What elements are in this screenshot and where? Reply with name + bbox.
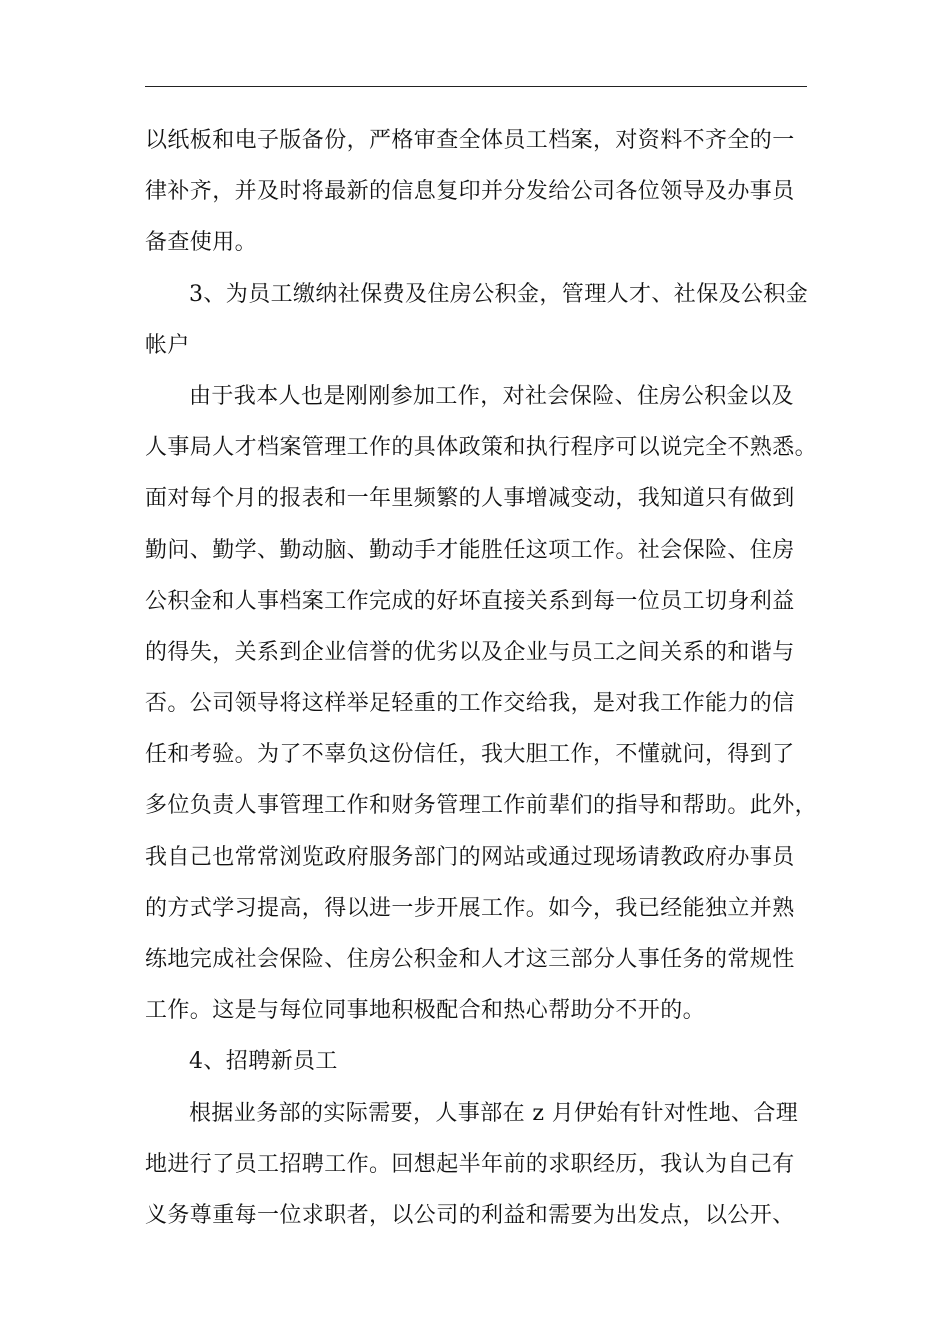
text-line: 3、为员工缴纳社保费及住房公积金，管理人才、社保及公积金 bbox=[189, 281, 809, 307]
header-divider bbox=[145, 86, 807, 87]
text-line: 人事局人才档案管理工作的具体政策和执行程序可以说完全不熟悉。 bbox=[145, 435, 818, 461]
text-line: 勤问、勤学、勤动脑、勤动手才能胜任这项工作。社会保险、住房 bbox=[145, 537, 795, 563]
text-line: 义务尊重每一位求职者，以公司的利益和需要为出发点，以公开、 bbox=[145, 1202, 795, 1228]
document-body bbox=[145, 115, 818, 1241]
text-line: 练地完成社会保险、住房公积金和人才这三部分人事任务的常规性 bbox=[145, 947, 795, 972]
text-line: 根据业务部的实际需要，人事部在 z 月伊始有针对性地、合理 bbox=[189, 1100, 799, 1126]
text-line: 任和考验。为了不辜负这份信任，我大胆工作，不懂就问，得到了 bbox=[145, 742, 795, 768]
text-line: 面对每个月的报表和一年里频繁的人事增减变动，我知道只有做到 bbox=[145, 486, 795, 512]
text-line: 帐户 bbox=[145, 332, 190, 358]
text-line: 律补齐，并及时将最新的信息复印并分发给公司各位领导及办事员 bbox=[145, 179, 795, 205]
text-line: 的得失，关系到企业信誉的优劣以及企业与员工之间关系的和谐与 bbox=[145, 639, 795, 665]
text-line: 多位负责人事管理工作和财务管理工作前辈们的指导和帮助。此外， bbox=[145, 793, 818, 819]
text-line: 备查使用。 bbox=[145, 230, 258, 256]
text-line: 的方式学习提高，得以进一步开展工作。如今，我已经能独立并熟 bbox=[145, 895, 795, 921]
text-line: 地进行了员工招聘工作。回想起半年前的求职经历，我认为自己有 bbox=[145, 1151, 795, 1177]
text-line: 否。公司领导将这样举足轻重的工作交给我，是对我工作能力的信 bbox=[145, 691, 795, 717]
text-line: 以纸板和电子版备份，严格审查全体员工档案，对资料不齐全的一 bbox=[145, 128, 795, 153]
text-line: 4、招聘新员工 bbox=[189, 1049, 338, 1075]
text-line: 工作。这是与每位同事地积极配合和热心帮助分不开的。 bbox=[145, 998, 706, 1024]
text-line: 由于我本人也是刚刚参加工作，对社会保险、住房公积金以及 bbox=[189, 383, 794, 409]
text-line: 公积金和人事档案工作完成的好坏直接关系到每一位员工切身利益 bbox=[145, 588, 795, 614]
text-line: 我自己也常常浏览政府服务部门的网站或通过现场请教政府办事员 bbox=[145, 844, 795, 870]
